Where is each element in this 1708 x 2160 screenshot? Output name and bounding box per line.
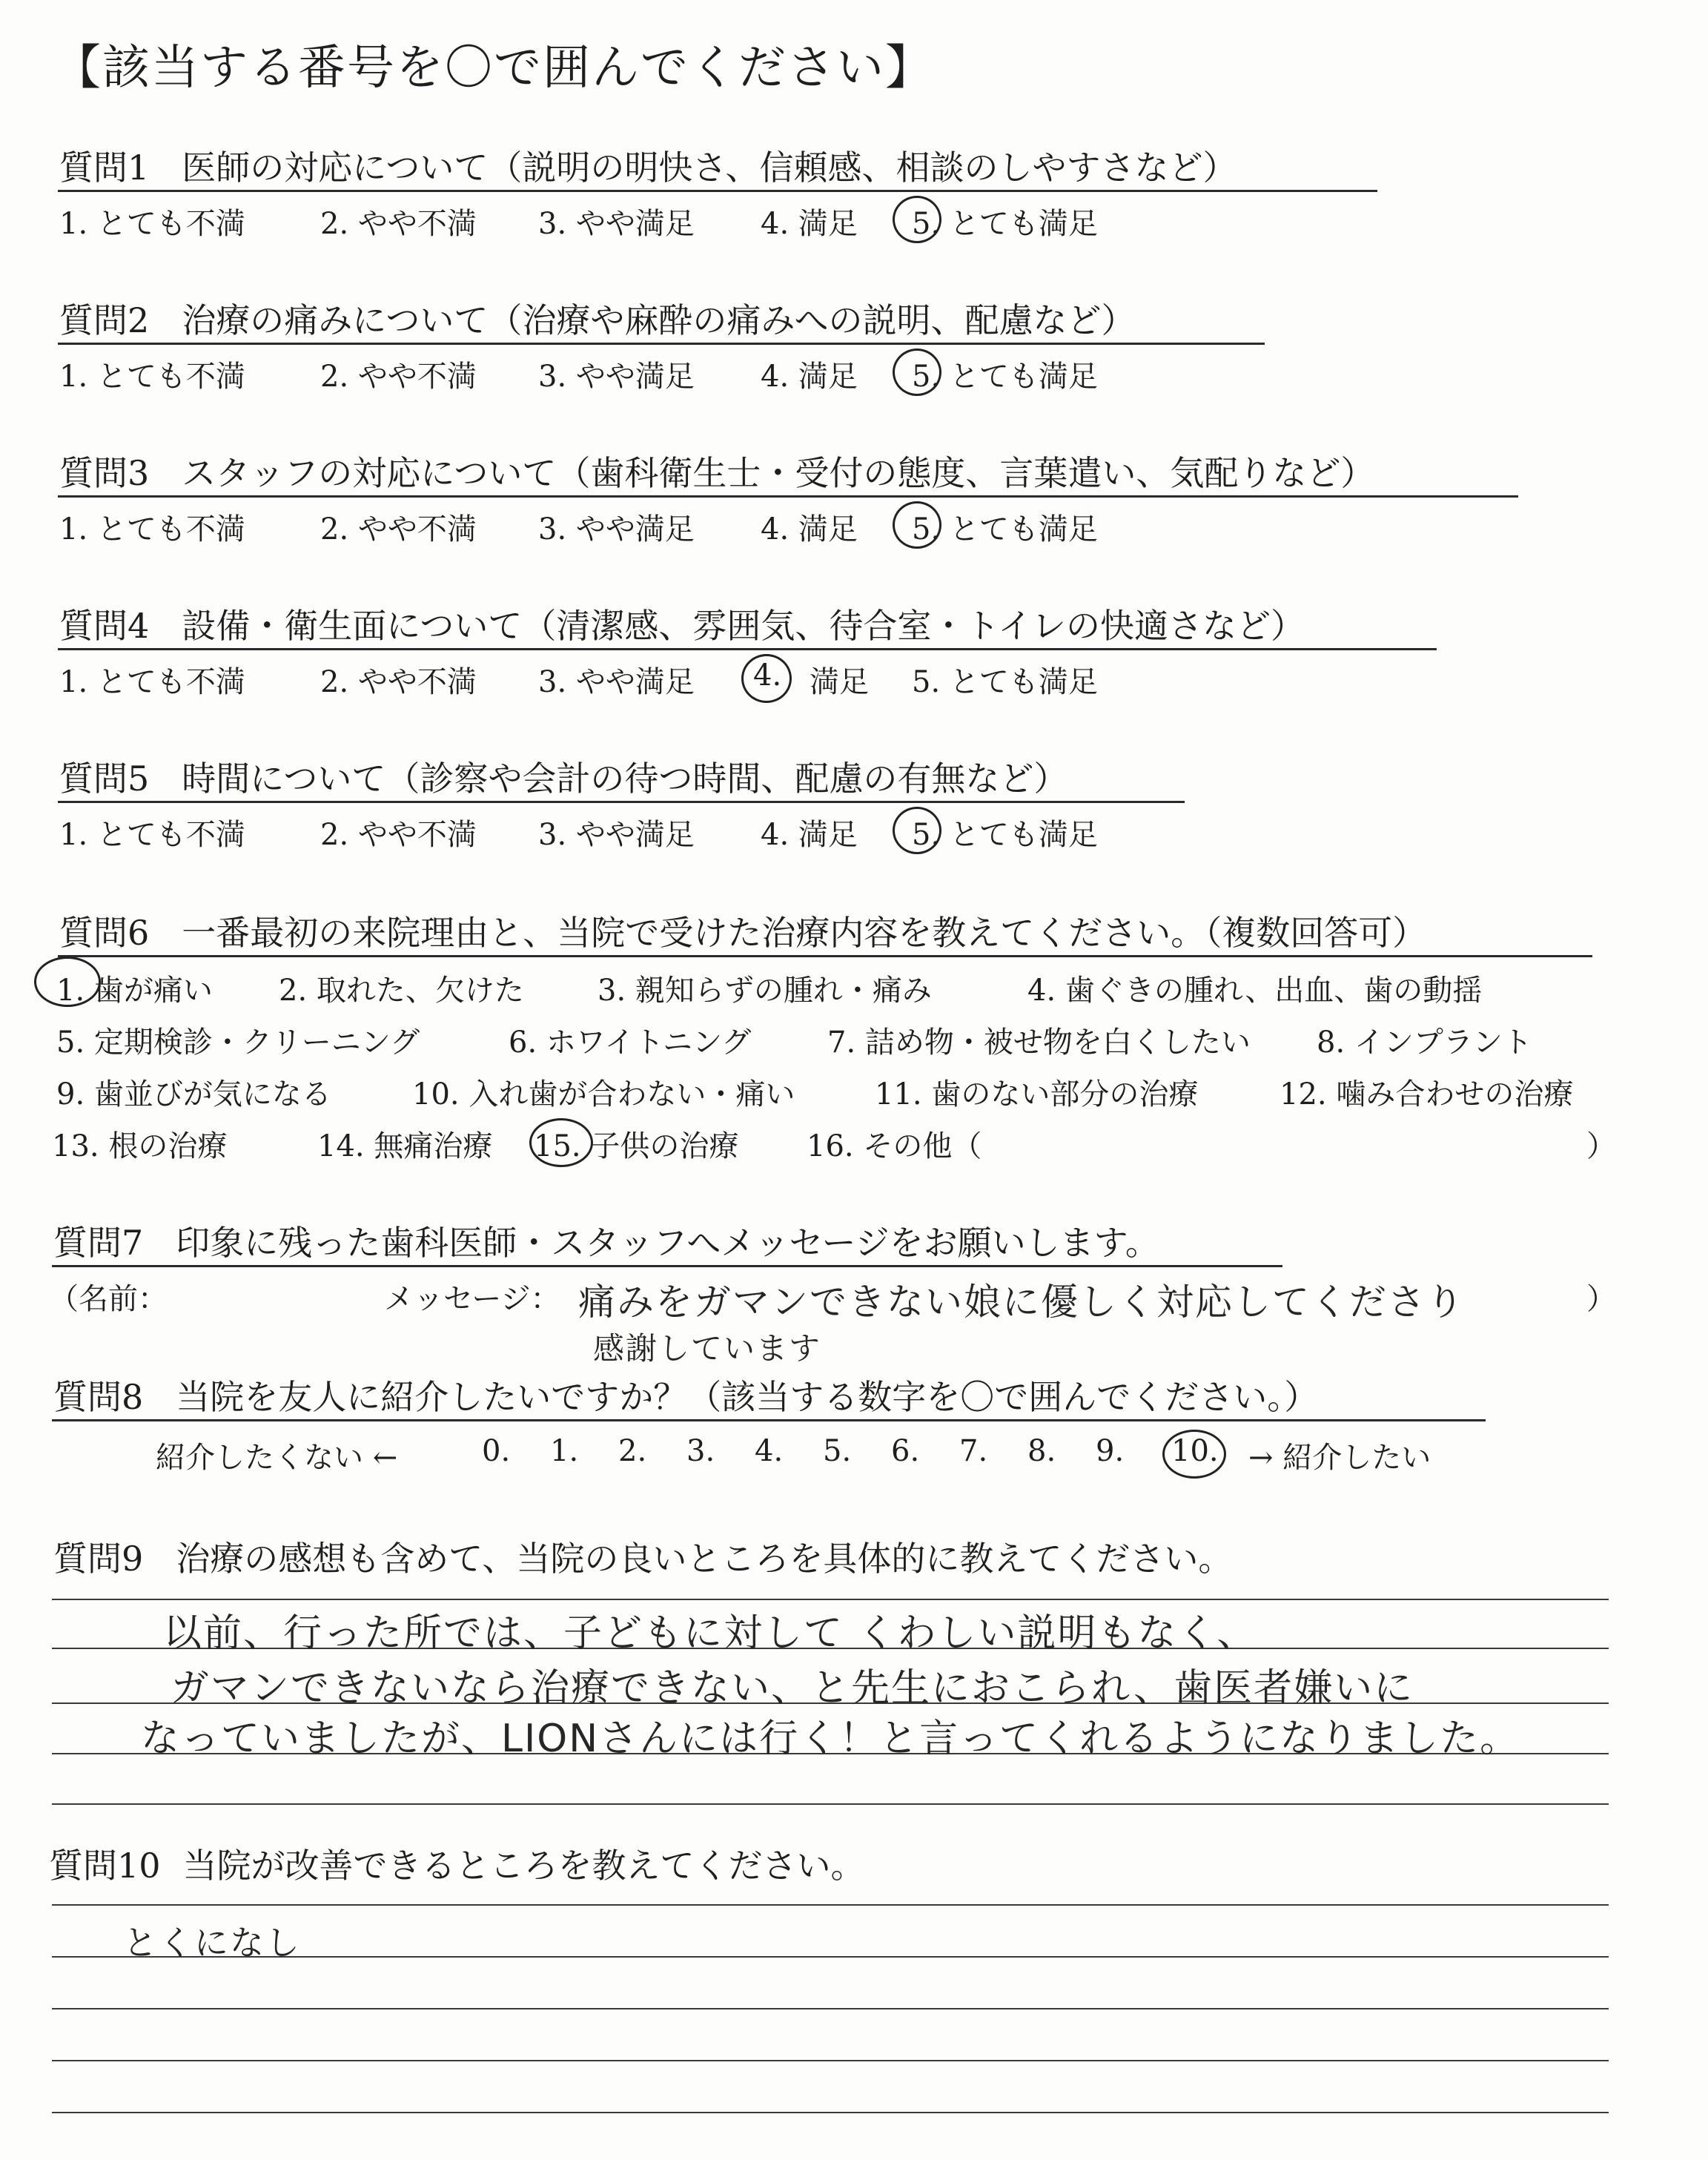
q6-option-10[interactable]: 10. 入れ歯が合わない・痛い [412,1077,795,1112]
q2-option-5[interactable]: 5. とても満足 [912,360,1098,394]
q1-option-5[interactable]: 5. とても満足 [912,207,1098,241]
q3-option-2[interactable]: 2. やや不満 [320,512,477,546]
q8-option-7[interactable]: 7. [959,1434,988,1468]
q6-option-11[interactable]: 11. 歯のない部分の治療 [875,1077,1199,1112]
q7-underline [52,1265,1282,1267]
q6-selection-circle-15 [529,1118,593,1167]
q1-label: 質問1 [59,148,150,188]
q8-option-10[interactable]: 10. [1171,1434,1219,1468]
q2-option-2[interactable]: 2. やや不満 [320,360,477,394]
q7-close-paren: ） [1586,1282,1616,1316]
q9-text: 治療の感想も含めて、当院の良いところを具体的に教えてください。 [176,1539,1233,1579]
q8-option-4[interactable]: 4. [755,1434,784,1468]
q2-underline [58,343,1265,345]
q5-option-2[interactable]: 2. やや不満 [320,818,477,852]
q6-option-8[interactable]: 8. インプラント [1317,1025,1532,1060]
q10-answer-rule-5 [52,2112,1609,2113]
q4-title [59,599,1305,648]
q9-answer-line-3[interactable]: なっていましたが、LIONさんには行く！と言ってくれるようになりました。 [141,1717,1520,1761]
q6-title [59,906,1426,955]
q1-title [59,141,1237,190]
q6-text: 一番最初の来院理由と、当院で受けた治療内容を教えてください。（複数回答可） [182,913,1427,953]
q5-option-5[interactable]: 5. とても満足 [912,818,1098,852]
q2-label: 質問2 [59,300,150,340]
q7-text: 印象に残った歯科医師・スタッフへメッセージをお願いします。 [176,1223,1159,1263]
q5-title [59,752,1068,801]
q4-text: 設備・衛生面について（清潔感、雰囲気、待合室・トイレの快適さなど） [182,606,1305,646]
q8-label: 質問8 [53,1377,144,1417]
q1-underline [58,190,1377,192]
q3-selection-circle [893,501,941,549]
q7-name-label: （名前： [49,1282,168,1316]
q6-label: 質問6 [59,913,150,953]
q6-option-7[interactable]: 7. 詰め物・被せ物を白くしたい [827,1025,1251,1060]
q4-option-4-number[interactable]: 4. [753,658,782,693]
q1-option-3[interactable]: 3. やや満足 [538,207,695,241]
q8-option-8[interactable]: 8. [1027,1434,1056,1468]
q3-text: スタッフの対応について（歯科衛生士・受付の態度、言葉遣い、気配りなど） [182,453,1375,493]
q8-underline [52,1419,1486,1421]
q4-option-2[interactable]: 2. やや不満 [320,665,477,699]
q8-option-1[interactable]: 1. [550,1434,579,1468]
q6-option-13[interactable]: 13. 根の治療 [52,1129,228,1163]
q3-underline [58,495,1518,498]
q9-answer-line-1[interactable]: 以前、行った所では、子どもに対して くわしい説明もなく、 [163,1611,1257,1656]
q8-option-3[interactable]: 3. [686,1434,715,1468]
q7-message-label: メッセージ： [384,1282,560,1316]
q10-title [49,1839,865,1888]
q1-option-4[interactable]: 4. 満足 [761,207,858,241]
q8-title [53,1370,1318,1419]
q5-option-1[interactable]: 1. とても不満 [59,818,245,852]
q5-label: 質問5 [59,759,150,799]
q7-title [53,1216,1159,1265]
q6-underline [58,955,1592,957]
q10-answer-rule-3 [52,2008,1609,2009]
q6-option-15[interactable]: 15. 子供の治療 [534,1129,739,1163]
q6-option-6[interactable]: 6. ホワイトニング [509,1025,752,1060]
q6-option-9[interactable]: 9. 歯並びが気になる [56,1077,331,1112]
q10-answer-rule-4 [52,2060,1609,2061]
q4-option-4-label[interactable]: 満足 [810,665,869,699]
q5-underline [58,801,1185,803]
q6-option-1[interactable]: 1. 歯が痛い [56,974,213,1008]
q3-option-3[interactable]: 3. やや満足 [538,512,695,546]
q3-option-5[interactable]: 5. とても満足 [912,512,1098,546]
q8-option-0[interactable]: 0. [482,1434,511,1468]
q7-message-line-2[interactable]: 感謝しています [593,1330,822,1367]
q8-right-label: → 紹介したい [1248,1441,1431,1475]
q9-title [53,1532,1232,1581]
form-header: 【該当する番号を〇で囲んでください】 [53,41,934,96]
q1-option-1[interactable]: 1. とても不満 [59,207,245,241]
q4-option-5[interactable]: 5. とても満足 [912,665,1098,699]
q2-option-4[interactable]: 4. 満足 [761,360,858,394]
q4-underline [58,648,1437,650]
q9-label: 質問9 [53,1539,144,1579]
q9-answer-line-2[interactable]: ガマンできないなら治療できない、と先生におこられ、歯医者嫌いに [171,1666,1414,1711]
q8-option-6[interactable]: 6. [891,1434,920,1468]
q1-option-2[interactable]: 2. やや不満 [320,207,477,241]
q6-option-16[interactable]: 16. その他（ [807,1129,982,1163]
q5-text: 時間について（診察や会計の待つ時間、配慮の有無など） [182,759,1068,799]
q10-answer-line-1[interactable]: とくになし [123,1923,301,1963]
q2-option-1[interactable]: 1. とても不満 [59,360,245,394]
q10-answer-rule-1 [52,1904,1609,1906]
q7-label: 質問7 [53,1223,144,1263]
q6-option-2[interactable]: 2. 取れた、欠けた [279,974,524,1008]
q5-option-3[interactable]: 3. やや満足 [538,818,695,852]
q3-option-1[interactable]: 1. とても不満 [59,512,245,546]
q4-selection-circle [741,654,792,703]
q2-option-3[interactable]: 3. やや満足 [538,360,695,394]
q6-option-14[interactable]: 14. 無痛治療 [317,1129,493,1163]
q4-option-3[interactable]: 3. やや満足 [538,665,695,699]
q3-option-4[interactable]: 4. 満足 [761,512,858,546]
q5-option-4[interactable]: 4. 満足 [761,818,858,852]
q6-option-12[interactable]: 12. 噛み合わせの治療 [1280,1077,1574,1112]
q4-label: 質問4 [59,606,150,646]
q2-text: 治療の痛みについて（治療や麻酔の痛みへの説明、配慮など） [182,300,1136,340]
q9-answer-rule-5 [52,1803,1609,1805]
q4-option-1[interactable]: 1. とても不満 [59,665,245,699]
q6-selection-circle-1 [34,957,101,1007]
q2-selection-circle [893,349,941,396]
q10-label: 質問10 [49,1846,161,1886]
q7-message-line-1[interactable]: 痛みをガマンできない娘に優しく対応してくださり [578,1281,1465,1324]
q6-option-3[interactable]: 3. 親知らずの腫れ・痛み [598,974,932,1008]
q1-text: 医師の対応について（説明の明快さ、信頼感、相談のしやすさなど） [182,148,1237,188]
q8-text: 当院を友人に紹介したいですか？（該当する数字を〇で囲んでください。） [176,1377,1319,1417]
q3-title [59,446,1374,495]
q5-selection-circle [893,807,941,854]
q8-option-9[interactable]: 9. [1096,1434,1125,1468]
q2-title [59,294,1135,343]
q8-option-5[interactable]: 5. [823,1434,852,1468]
q8-left-label: 紹介したくない ← [156,1441,398,1475]
q6-other-close-paren: ） [1586,1129,1616,1163]
q10-text: 当院が改善できるところを教えてください。 [182,1846,865,1886]
q8-selection-circle [1162,1430,1226,1479]
q9-answer-rule-1 [52,1599,1609,1600]
q6-option-4[interactable]: 4. 歯ぐきの腫れ、出血、歯の動揺 [1027,974,1483,1008]
q6-option-5[interactable]: 5. 定期検診・クリーニング [56,1025,420,1060]
q3-label: 質問3 [59,453,150,493]
q8-option-2[interactable]: 2. [618,1434,647,1468]
q1-selection-circle [893,196,941,243]
